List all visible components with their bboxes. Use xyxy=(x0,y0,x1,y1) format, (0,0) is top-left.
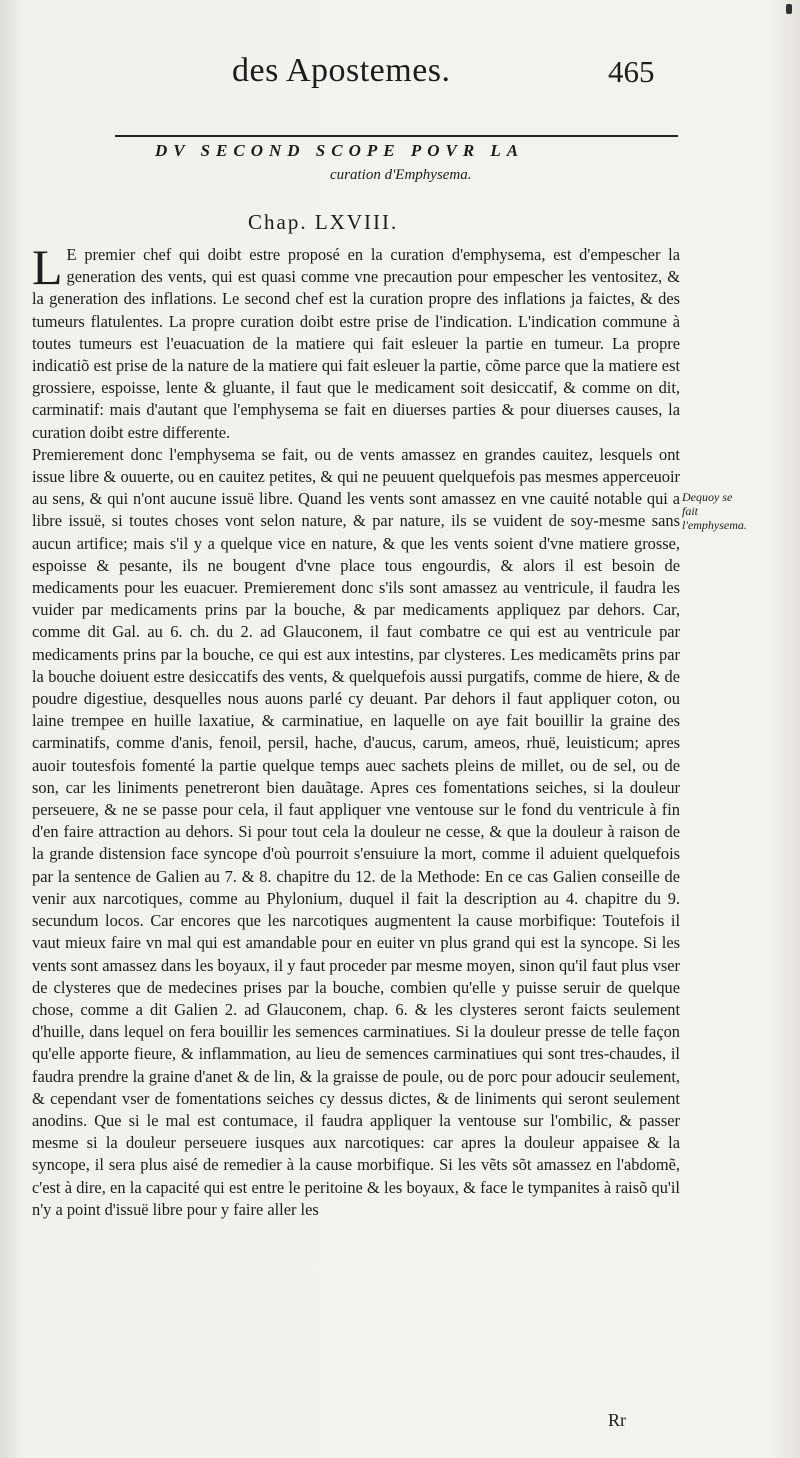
header-rule xyxy=(115,135,678,137)
paragraph-2: Premierement donc l'emphysema se fait, ou de vents amassez en grandes cauitez, lesquels ont issue libre & ouuerte, ou en cauitez petites, & qui ne peuuent quelquefois pas mesmes apperceuoir au sens, & qui n'ont aucune issuë libre. Quand les vents sont amassez en vne cauité notable qui a libre issuë, si toutes choses vont selon nature, & par nature, ils se vuident de soy-mesme sans aucun artifice; mais s'il y a quelque vice en nature, & que les vents soient d'vne matiere grosse, espoisse & pesante, ils ne bougent d'vne place tous engourdis, & alors il est besoin de medicaments pour les euacuer. Premierement donc s'ils sont amassez au ventricule, il faudra les vuider par medicaments prins par la bouche, & par medicaments appliquez par dehors. Car, comme dit Gal. au 6. ch. du 2. ad Glauconem, il faut combatre ce qui est au ventricule par medicaments prins par la bouche, ce qui est aux intestins, par clysteres. Les medicamẽts prins par la bouche doiuent estre desiccatifs des vents, & quelquefois aussi purgatifs, comme de hiere, & de poudre digestiue, desquelles nous auons parlé cy deuant. Par dehors il faut appliquer coton, ou laine trempee en huille laxatiue, & carminatiue, en laquelle on aye fait bouillir la graine des carminatifs, comme d'anis, fenoil, persil, hache, d'aucus, carum, ameos, rhuë, leuisticum; apres auoir toutesfois fomenté la partie quelque temps auec sachets pleins de millet, ou de sel, ou de son, car les liniments penetreront bien dauãtage. Apres ces fomentations seiches, si la douleur perseuere, & ne se passe pour cela, il faut appliquer vne ventouse sur le fond du ventricule à fin d'en faire attraction au dehors. Si pour tout cela la douleur ne cesse, & que la douleur à raison de la grande distension face syncope d'où pourroit s'ensuiure la mort, comme il aduient quelquefois par la sentence de Galien au 7. & 8. chapitre du 12. de la Methode: En ce cas Galien conseille de venir aux narcotiques, comme au Phylonium, duquel il fait la description au 4. chapitre du 9. secundum locos. Car encores que les narcotiques augmentent la cause morbifique: Toutefois il vaut mieux faire vn mal qui est amandable pour en euiter vn plus grand qui est la syncope. Si les vents sont amassez dans les boyaux, il y faut proceder par mesme moyen, sinon qu'il faut plus vser de clysteres que de medecines prises par la bouche, combien qu'elle y puisse seruir de quelque chose, comme a dit Galien 2. ad Glauconem, chap. 6. & les clysteres seront faicts seulement d'huille, dans lequel on fera bouillir les semences carminatiues. Si la douleur presse de telle façon qu'elle apporte fieure, & inflammation, au lieu de semences carminatiues qui sont tres-chaudes, il faudra prendre la graine d'anet & de lin, & la graisse de poule, ou de porc pour adoucir seulement, & cependant vser de fomentations seiches cy dessus dictes, & de liniments qui seront seulement anodins. Que si le mal est contumace, il faudra appliquer la ventouse sur l'ombilic, & passer mesme si la douleur perseuere iusques aux narcotiques: car apres la douleur appaisee & la syncope, il sera plus aisé de remedier à la cause morbifique. Si les vẽts sõt amassez en l'abdomẽ, c'est à dire, en la capacité qui est entre le peritoine & les boyaux, & face le tympanites à raisõ qu'il n'y a point d'issuë libre pour y faire aller les xyxy=(32,444,680,1219)
page-edge-mark xyxy=(786,4,792,14)
section-heading: DV SECOND SCOPE POVR LA xyxy=(155,141,525,160)
body-text xyxy=(32,239,680,1221)
page-number: 465 xyxy=(608,54,655,89)
chapter-title: Chap. LXVIII. xyxy=(248,210,399,234)
paragraph-1-text: E premier chef qui doibt estre proposé en la curation d'emphysema, est d'empescher la generation des vents, qui est quasi comme vne precaution pour empescher les ventositez, & la generation des inflations. Le second chef est la curation propre des inflations ja faictes, & des tumeurs flatulentes. La propre curation doibt estre prise de l'indication. L'indication commune à toutes tumeurs est l'euacuation de la matiere qui fait esleuer la partie en tumeur. La propre indicatiõ est prise de la nature de la matiere qui fait esleuer la partie, cõme parce que la matiere est grossiere, espoisse, lente & gluante, il faut que le medicament soit desiccatif, & comme on dit, carminatif: mais d'autant que l'emphysema se fait en diuerses parties & pour diuerses causes, la curation doibt estre differente. xyxy=(32,245,680,442)
signature-mark: Rr xyxy=(608,1410,626,1430)
margin-note: Dequoy se fait l'emphysema. xyxy=(682,490,747,532)
running-title: des Apostemes. xyxy=(232,52,451,89)
paragraph-1 xyxy=(32,239,680,444)
section-subheading: curation d'Emphysema. xyxy=(330,167,472,183)
page-header xyxy=(0,52,800,102)
drop-cap: L xyxy=(32,239,63,295)
